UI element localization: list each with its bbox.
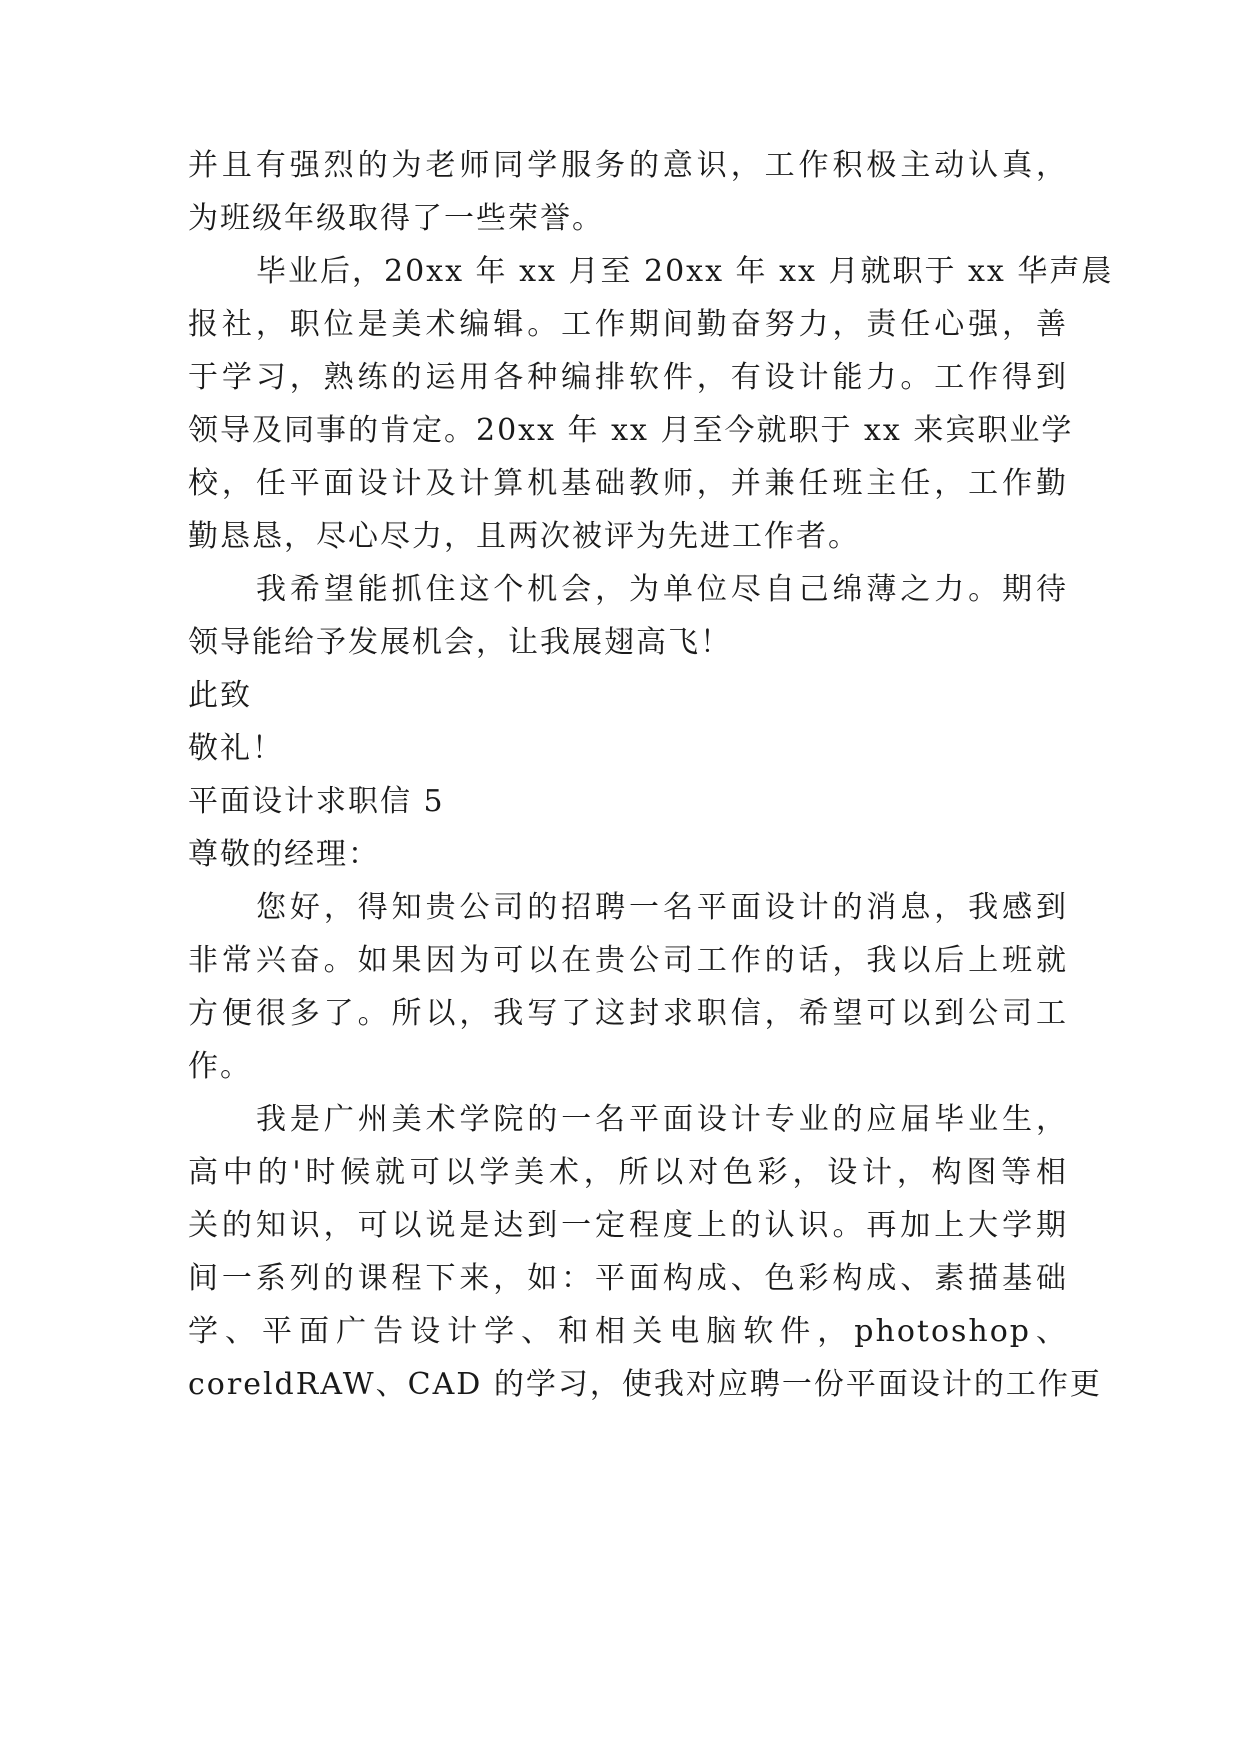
text-line: 领导及同事的肯定。20xx 年 xx 月至今就职于 xx 来宾职业学 [188,413,1074,448]
closing-salutation: 此致 [188,678,252,713]
text-line: 报社，职位是美术编辑。工作期间勤奋努力，责任心强，善 [188,307,1068,342]
greeting-line: 尊敬的经理： [188,837,380,872]
text-line: 为班级年级取得了一些荣誉。 [188,201,604,236]
section-title: 平面设计求职信 5 [188,784,445,819]
text-line: 领导能给予发展机会，让我展翅高飞！ [188,625,732,660]
text-line: 并且有强烈的为老师同学服务的意识，工作积极主动认真， [188,148,1068,183]
text-line: 非常兴奋。如果因为可以在贵公司工作的话，我以后上班就 [188,943,1068,978]
text-line: 于学习，熟练的运用各种编排软件，有设计能力。工作得到 [188,360,1068,395]
text-line: 毕业后，20xx 年 xx 月至 20xx 年 xx 月就职于 xx 华声晨 [256,254,1114,289]
closing-regards: 敬礼！ [188,731,284,766]
text-line: coreldRAW、CAD 的学习，使我对应聘一份平面设计的工作更 [188,1367,1102,1402]
text-line: 学、平面广告设计学、和相关电脑软件，photoshop、 [188,1314,1068,1349]
text-line: 作。 [188,1049,252,1084]
text-line: 您好，得知贵公司的招聘一名平面设计的消息，我感到 [256,890,1068,925]
text-line: 校，任平面设计及计算机基础教师，并兼任班主任，工作勤 [188,466,1068,501]
text-line: 我是广州美术学院的一名平面设计专业的应届毕业生， [256,1102,1068,1137]
text-line: 勤恳恳，尽心尽力，且两次被评为先进工作者。 [188,519,860,554]
text-line: 间一系列的课程下来，如：平面构成、色彩构成、素描基础 [188,1261,1068,1296]
text-line: 关的知识，可以说是达到一定程度上的认识。再加上大学期 [188,1208,1068,1243]
text-line: 方便很多了。所以，我写了这封求职信，希望可以到公司工 [188,996,1068,1031]
text-line: 高中的'时候就可以学美术，所以对色彩，设计，构图等相 [188,1155,1068,1190]
text-line: 我希望能抓住这个机会，为单位尽自己绵薄之力。期待 [256,572,1068,607]
